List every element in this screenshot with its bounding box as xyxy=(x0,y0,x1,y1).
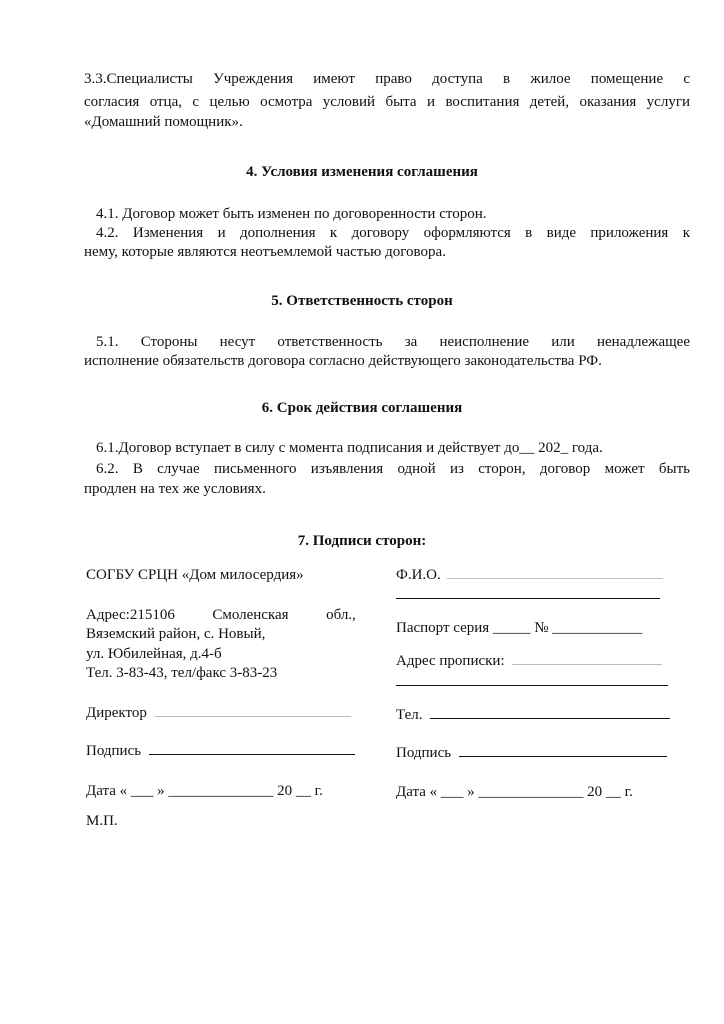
paragraph-3-3-line-2: согласия отца, с целью осмотра условий быта и воспитания детей, оказания услуги xyxy=(84,94,690,110)
section-6-title: 6. Срок действия соглашения xyxy=(261,400,463,416)
fio-label: Ф.И.О. xyxy=(396,567,441,583)
fio-field xyxy=(396,564,663,586)
right-date-field: Дата « ___ » ______________ 20 __ г. xyxy=(396,784,633,800)
left-signature-line xyxy=(149,740,355,755)
paragraph-3-3-line-3: «Домашний помощник». xyxy=(84,114,243,130)
section-7-title: 7. Подписи сторон: xyxy=(297,533,427,549)
paragraph-6-2-line-1: 6.2. В случае письменного изъявления одной из сторон, договор может быть xyxy=(96,461,690,477)
org-phone: Тел. 3-83-43, тел/факс 3-83-23 xyxy=(86,665,278,681)
phone-line xyxy=(430,704,670,719)
director-label: Директор xyxy=(86,705,147,721)
paragraph-6-2-line-2: продлен на тех же условиях. xyxy=(84,481,266,497)
left-signature-field xyxy=(86,740,355,762)
org-address-line-2: Вяземский район, с. Новый, xyxy=(86,626,266,642)
paragraph-3-3-line-1: 3.3.Специалисты Учреждения имеют право доступа в жилое помещение с xyxy=(84,71,690,87)
paragraph-4-2-line-2: нему, которые являются неотъемлемой частью договора. xyxy=(84,244,446,260)
section-4-title: 4. Условия изменения соглашения xyxy=(246,164,478,180)
org-address-line-1: Адрес:215106 Смоленская обл., xyxy=(86,607,356,623)
paragraph-6-1: 6.1.Договор вступает в силу с момента подписания и действует до__ 202_ года. xyxy=(96,440,603,456)
paragraph-4-1: 4.1. Договор может быть изменен по договоренности сторон. xyxy=(96,206,487,222)
passport-field: Паспорт серия _____ № ____________ xyxy=(396,620,643,636)
right-signature-field xyxy=(396,742,667,764)
registration-address-field xyxy=(396,650,662,672)
fio-second-line xyxy=(396,598,660,599)
paragraph-5-1-line-1: 5.1. Стороны несут ответственность за неисполнение или ненадлежащее xyxy=(96,334,690,350)
paragraph-5-1-line-2: исполнение обязательств договора согласно действующего законодательства РФ. xyxy=(84,353,602,369)
org-address-line-3: ул. Юбилейная, д.4-б xyxy=(86,646,222,662)
registration-address-second-line xyxy=(396,685,668,686)
left-date-field: Дата « ___ » ______________ 20 __ г. xyxy=(86,783,323,799)
right-signature-line xyxy=(459,742,667,757)
director-field xyxy=(86,702,351,724)
registration-address-line xyxy=(512,650,662,665)
phone-field xyxy=(396,704,670,726)
registration-address-label: Адрес прописки: xyxy=(396,653,505,669)
fio-line xyxy=(447,564,663,579)
phone-label: Тел. xyxy=(396,707,423,723)
organization-name: СОГБУ СРЦН «Дом милосердия» xyxy=(86,567,304,583)
right-signature-label: Подпись xyxy=(396,745,452,761)
director-signature-line xyxy=(155,702,351,717)
paragraph-4-2-line-1: 4.2. Изменения и дополнения к договору оформляются в виде приложения к xyxy=(96,225,690,241)
section-5-title: 5. Ответственность сторон xyxy=(271,293,453,309)
left-signature-label: Подпись xyxy=(86,743,142,759)
stamp-place: М.П. xyxy=(86,813,118,829)
